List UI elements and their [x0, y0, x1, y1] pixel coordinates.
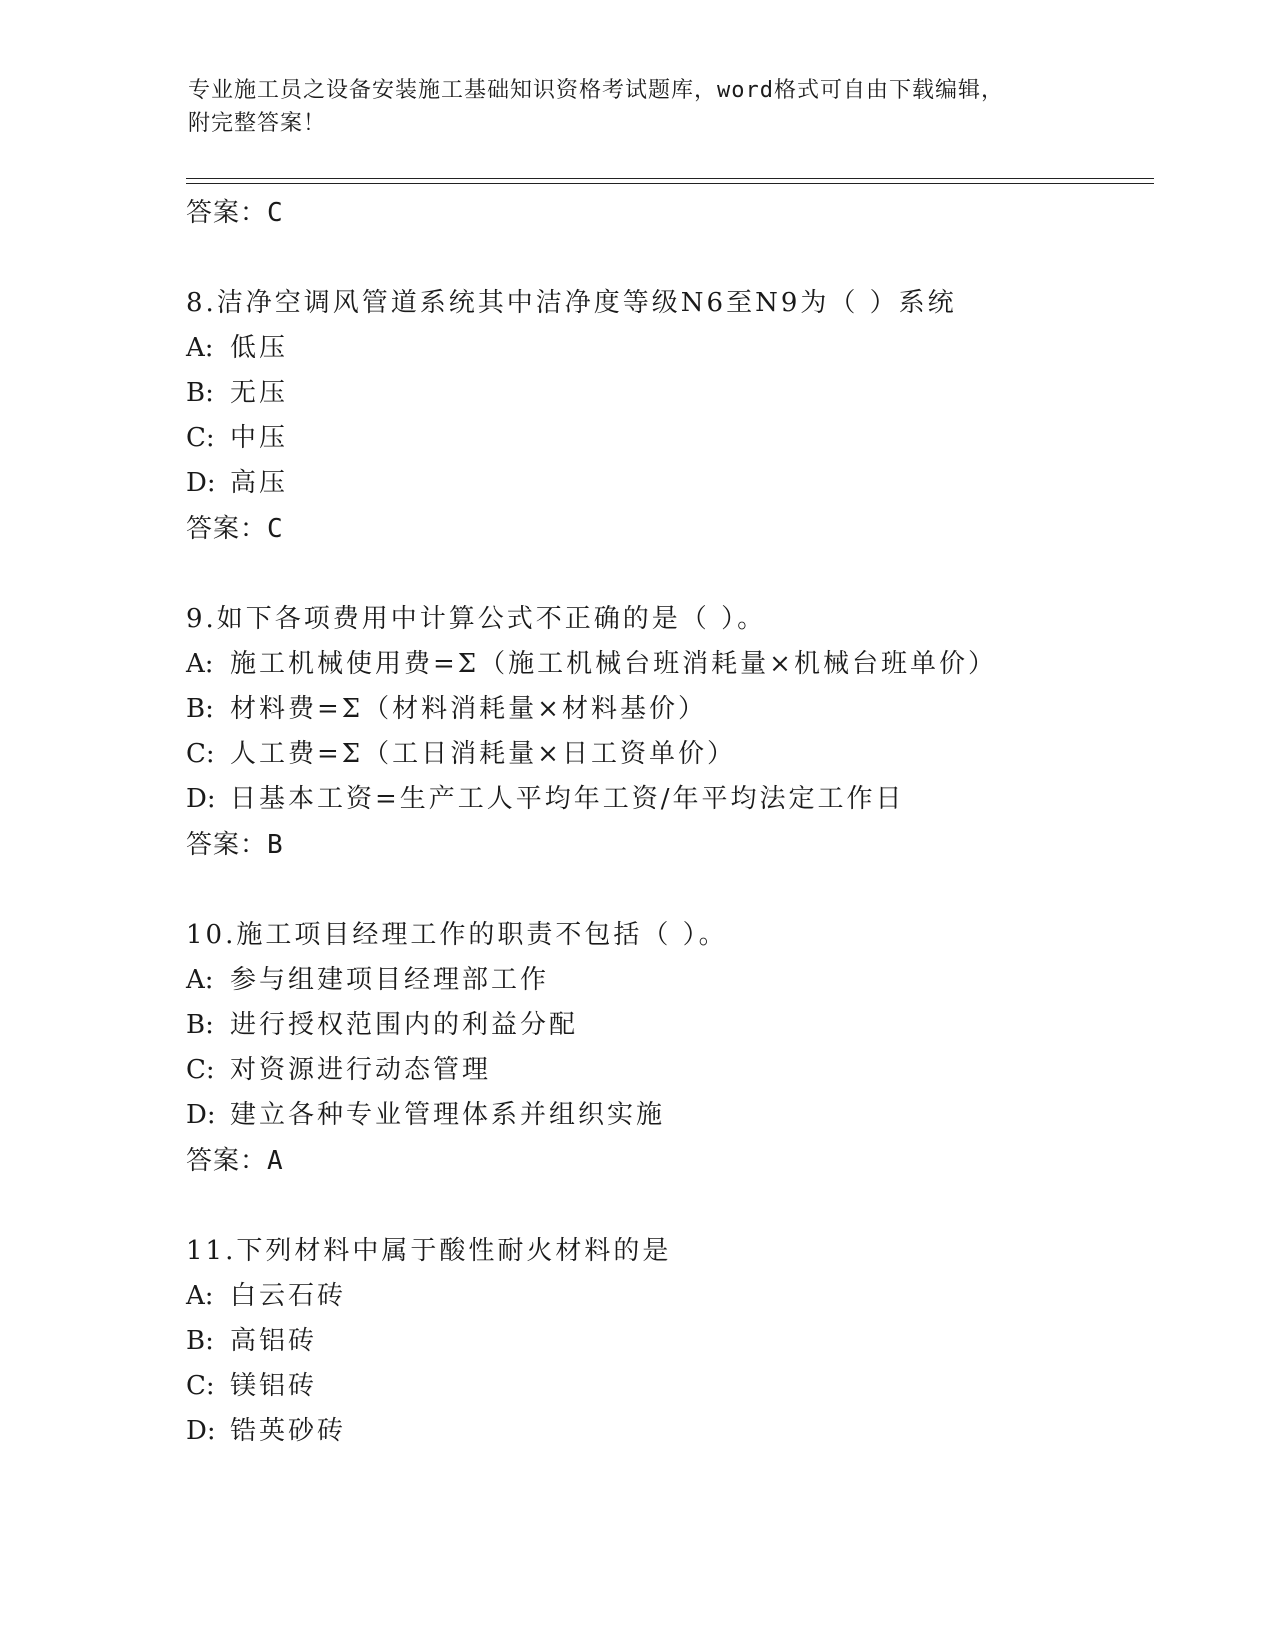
option-b — [186, 1003, 1166, 1048]
page-header — [188, 74, 1088, 140]
header-line-1: 专业施工员之设备安装施工基础知识资格考试题库，word格式可自由下载编辑， — [188, 78, 1004, 103]
option-text: 高压 — [230, 468, 289, 498]
question-10 — [186, 912, 1166, 1184]
option-text: 低压 — [230, 333, 289, 363]
option-text: 高铝砖 — [230, 1326, 318, 1356]
option-c — [186, 1048, 1166, 1093]
option-text: 日基本工资=生产工人平均年工资/年平均法定工作日 — [230, 784, 905, 814]
answer-value: C — [267, 514, 284, 544]
answer-value: A — [267, 1146, 284, 1176]
option-text: 人工费=Σ（工日消耗量×日工资单价） — [230, 739, 736, 769]
previous-answer — [186, 190, 1166, 236]
option-letter: B: — [186, 1326, 214, 1356]
option-d — [186, 1093, 1166, 1138]
answer-label: 答案： — [186, 1146, 268, 1176]
option-text: 材料费=Σ（材料消耗量×材料基价） — [230, 694, 707, 724]
question-9 — [186, 596, 1166, 868]
header-rule-bottom — [186, 183, 1154, 184]
option-text: 施工机械使用费=Σ（施工机械台班消耗量×机械台班单价） — [230, 649, 997, 679]
option-b — [186, 371, 1166, 416]
question-answer — [186, 822, 1166, 868]
option-c — [186, 1364, 1166, 1409]
option-text: 参与组建项目经理部工作 — [230, 965, 550, 995]
option-d — [186, 1409, 1166, 1454]
option-letter: B: — [186, 1010, 214, 1040]
question-answer — [186, 506, 1166, 552]
option-a — [186, 642, 1166, 687]
question-stem: 11.下列材料中属于酸性耐火材料的是 — [186, 1236, 672, 1266]
option-letter: A: — [186, 333, 214, 363]
option-letter: C: — [186, 739, 215, 769]
option-text: 镁铝砖 — [230, 1371, 318, 1401]
option-letter: B: — [186, 694, 214, 724]
option-text: 白云石砖 — [230, 1281, 347, 1311]
option-text: 中压 — [230, 423, 289, 453]
header-line-2: 附完整答案！ — [188, 111, 327, 136]
option-c — [186, 416, 1166, 461]
question-11 — [186, 1228, 1166, 1454]
option-letter: D: — [186, 1416, 216, 1446]
answer-value: B — [267, 830, 284, 860]
option-letter: D: — [186, 468, 216, 498]
option-c — [186, 732, 1166, 777]
answer-label: 答案： — [186, 830, 268, 860]
option-text: 进行授权范围内的利益分配 — [230, 1010, 579, 1040]
option-d — [186, 777, 1166, 822]
option-a — [186, 326, 1166, 371]
option-letter: A: — [186, 1281, 214, 1311]
question-stem: 9.如下各项费用中计算公式不正确的是（ ）。 — [186, 604, 767, 634]
question-8 — [186, 280, 1166, 552]
option-a — [186, 1274, 1166, 1319]
option-a — [186, 958, 1166, 1003]
option-b — [186, 687, 1166, 732]
option-letter: C: — [186, 1371, 215, 1401]
header-rule-top — [186, 178, 1154, 179]
option-letter: D: — [186, 784, 216, 814]
question-stem: 10.施工项目经理工作的职责不包括（ ）。 — [186, 920, 728, 950]
answer-label: 答案： — [186, 198, 268, 228]
option-d — [186, 461, 1166, 506]
option-letter: A: — [186, 965, 214, 995]
option-text: 对资源进行动态管理 — [230, 1055, 492, 1085]
option-text: 锆英砂砖 — [230, 1416, 347, 1446]
option-b — [186, 1319, 1166, 1364]
answer-label: 答案： — [186, 514, 268, 544]
option-letter: C: — [186, 423, 215, 453]
question-list — [186, 190, 1166, 1454]
question-answer — [186, 1138, 1166, 1184]
option-text: 建立各种专业管理体系并组织实施 — [230, 1100, 666, 1130]
option-letter: D: — [186, 1100, 216, 1130]
option-letter: C: — [186, 1055, 215, 1085]
question-stem: 8.洁净空调风管道系统其中洁净度等级N6至N9为（ ）系统 — [186, 288, 957, 318]
option-letter: A: — [186, 649, 214, 679]
answer-value: C — [267, 198, 284, 228]
option-text: 无压 — [230, 378, 289, 408]
option-letter: B: — [186, 378, 214, 408]
